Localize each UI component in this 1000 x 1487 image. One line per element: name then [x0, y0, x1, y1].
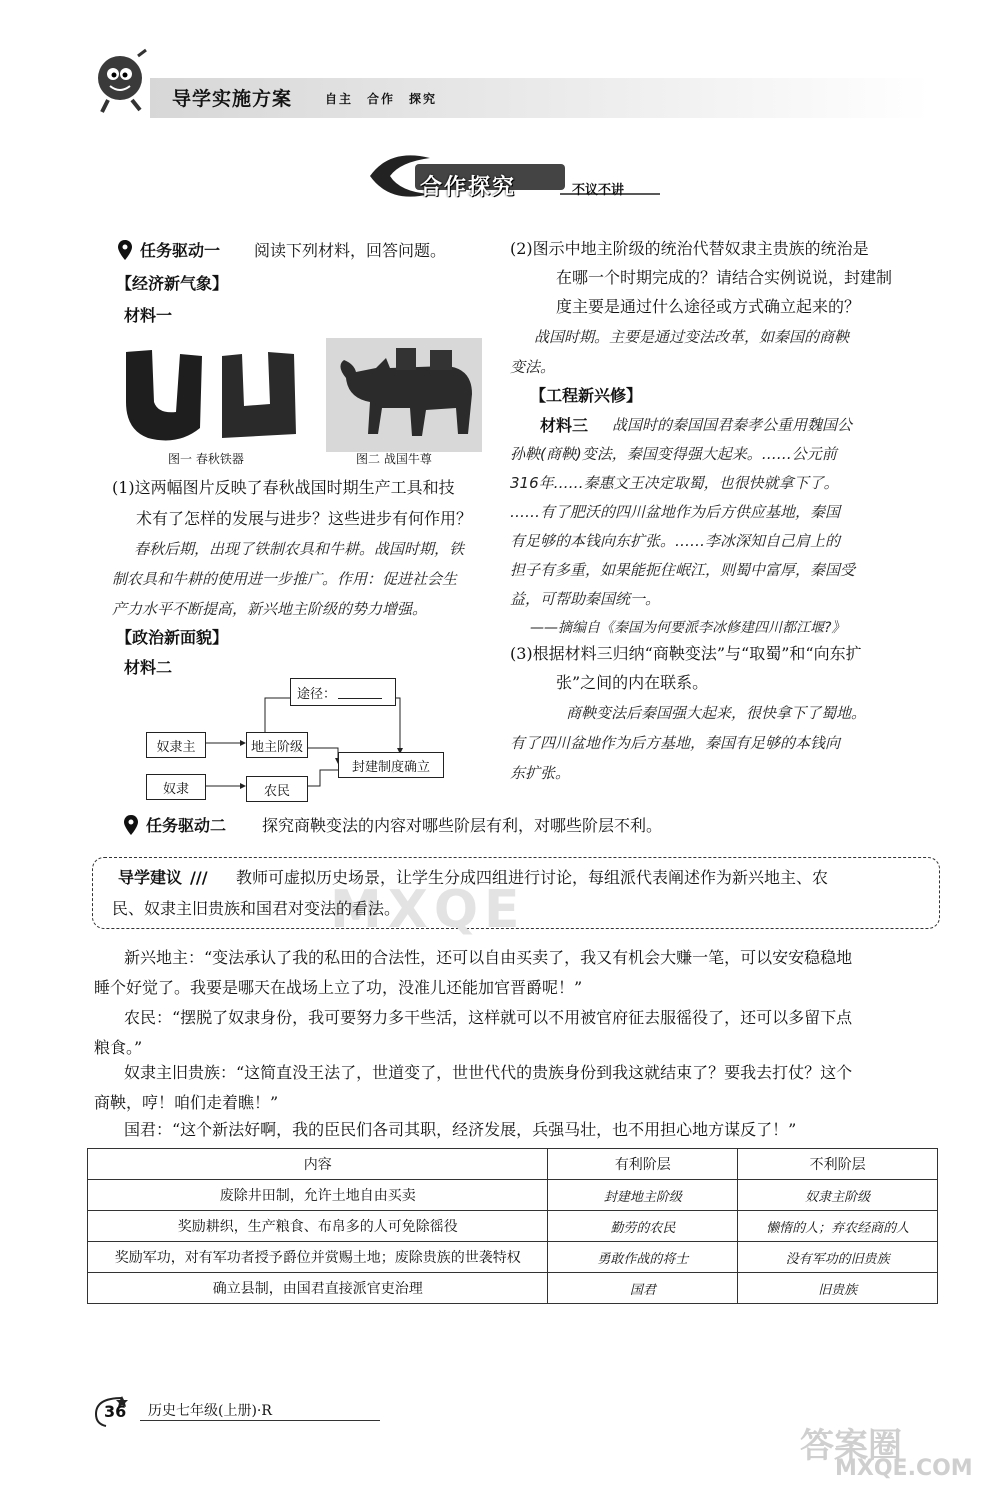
table-row — [88, 1273, 938, 1304]
diagram-landlord: 地主阶级 — [246, 732, 308, 758]
table-row — [88, 1180, 938, 1211]
material3-label: 材料三 — [540, 416, 589, 435]
dialogue-farmer-2: 粮食。” — [94, 1038, 143, 1057]
advice-line1: 教师可虚拟历史场景，让学生分成四组进行讨论，每组派代表阐述作为新兴地主、农 — [236, 868, 829, 887]
task1-label: 任务驱动一 — [140, 241, 221, 260]
m3-line6: 担子有多重，如果能扼住岷江，则蜀中富厚，秦国受 — [510, 561, 856, 579]
q3-line2: 张”之间的内在联系。 — [556, 673, 709, 692]
table-cell-beneficiary: 封建地主阶级 — [548, 1180, 738, 1211]
table-row — [88, 1242, 938, 1273]
a3-line3: 东扩张。 — [510, 764, 571, 782]
watermark-text: MXQE — [330, 880, 526, 940]
table-cell-content: 废除井田制，允许土地自由买卖 — [88, 1180, 548, 1211]
task1-text: 阅读下列材料，回答问题。 — [254, 241, 447, 260]
task2-label: 任务驱动二 — [146, 816, 227, 835]
diagram-path-label: 途径： — [297, 686, 337, 702]
a3-line1: 商鞅变法后秦国强大起来，很快拿下了蜀地。 — [566, 704, 867, 722]
q3-line1: (3)根据材料三归纳“商鞅变法”与“取蜀”和“向东扩 — [510, 644, 862, 663]
reform-impact-table — [87, 1148, 938, 1304]
footer-divider — [140, 1420, 380, 1421]
table-header-cell: 不利阶层 — [738, 1149, 938, 1180]
m3-line5: 有足够的本钱向东扩张。……李冰深知自己肩上的 — [510, 532, 841, 550]
material2-label: 材料二 — [124, 658, 173, 677]
m3-line1: 战国时的秦国国君秦孝公重用魏国公 — [612, 416, 853, 434]
q2-line1: (2)图示中地主阶级的统治代替奴隶主贵族的统治是 — [510, 239, 869, 258]
task2-text: 探究商鞅变法的内容对哪些阶层有利，对哪些阶层不利。 — [262, 816, 663, 835]
eng-heading: 【工程新兴修】 — [530, 386, 643, 405]
table-header-row — [88, 1149, 938, 1180]
table-cell-beneficiary: 勇敢作战的将士 — [548, 1242, 738, 1273]
advice-line2: 民、奴隶主旧贵族和国君对变法的看法。 — [112, 899, 401, 918]
table-row — [88, 1211, 938, 1242]
ox-statue-image — [326, 338, 482, 452]
table-cell-beneficiary: 勤劳的农民 — [548, 1211, 738, 1242]
corner-watermark-url: MXQE.COM — [835, 1456, 973, 1481]
table-cell-disadvantaged: 旧贵族 — [738, 1273, 938, 1304]
a2-line2: 变法。 — [510, 358, 556, 376]
diagram-slave: 奴隶 — [146, 774, 206, 800]
dialogue-noble-1: 奴隶主旧贵族：“这简直没王法了，世道变了，世世代代的贵族身份到我这就结束了？要我去打仗？这个 — [124, 1063, 853, 1082]
table-cell-disadvantaged: 懒惰的人；弃农经商的人 — [738, 1211, 938, 1242]
caption-iron-tools: 图一 春秋铁器 — [168, 452, 244, 466]
material1-label: 材料一 — [124, 306, 173, 325]
q2-line3: 度主要是通过什么途径或方式确立起来的？ — [556, 297, 861, 316]
iron-tools-image — [118, 342, 308, 450]
corner-watermark: 答案圈 — [800, 1426, 902, 1466]
table-cell-disadvantaged: 没有军功的旧贵族 — [738, 1242, 938, 1273]
diagram-feudal-system: 封建制度确立 — [338, 752, 444, 778]
advice-slash-marks: /// — [190, 868, 208, 887]
q1-line2: 术有了怎样的发展与进步？这些进步有何作用？ — [136, 509, 473, 528]
mascot-icon — [88, 48, 158, 118]
header-title: 导学实施方案 — [172, 88, 293, 110]
diagram-path-blank — [338, 686, 382, 699]
m3-source: ——摘编自《秦国为何要派李冰修建四川都江堰?》 — [530, 620, 846, 636]
table-cell-content: 确立县制，由国君直接派官吏治理 — [88, 1273, 548, 1304]
table-cell-beneficiary: 国君 — [548, 1273, 738, 1304]
a1-line1: 春秋后期，出现了铁制农具和牛耕。战国时期，铁 — [134, 540, 465, 558]
q1-line1: (1)这两幅图片反映了春秋战国时期生产工具和技 — [112, 478, 455, 497]
section-banner-subtitle: 不议不讲 — [572, 183, 625, 198]
dialogue-noble-2: 商鞅，哼！咱们走着瞧！” — [94, 1093, 279, 1112]
pol-heading: 【政治新面貌】 — [116, 628, 229, 647]
m3-line2: 孙鞅(商鞅)变法，秦国变得强大起来。……公元前 — [510, 445, 837, 463]
m3-line7: 益，可帮助秦国统一。 — [510, 590, 661, 608]
a3-line2: 有了四川盆地作为后方基地，秦国有足够的本钱向 — [510, 734, 841, 752]
dialogue-farmer-1: 农民：“摆脱了奴隶身份，我可要努力多干些活，这样就可以不用被官府征去服徭役了，还可以多留下点 — [124, 1008, 853, 1027]
m3-line3: 316年……秦惠文王决定取蜀，也很快就拿下了。 — [510, 474, 839, 492]
section-banner-title: 合作探究 — [420, 175, 517, 200]
page-number: 36 — [104, 1402, 127, 1421]
econ-heading: 【经济新气象】 — [116, 274, 229, 293]
dialogue-monarch: 国君：“这个新法好啊，我的臣民们各司其职，经济发展，兵强马壮，也不用担心地方谋反了！” — [124, 1120, 797, 1139]
footer-book-title: 历史七年级(上册)·R — [148, 1403, 272, 1419]
location-pin-icon — [124, 815, 138, 837]
diagram-farmer: 农民 — [246, 776, 308, 802]
table-cell-disadvantaged: 奴隶主阶级 — [738, 1180, 938, 1211]
dialogue-landlord-1: 新兴地主：“变法承认了我的私田的合法性，还可以自由买卖了，我又有机会大赚一笔，可以安安稳稳地 — [124, 948, 853, 967]
a1-line3: 产力水平不断提高，新兴地主阶级的势力增强。 — [112, 600, 428, 618]
a2-line1: 战国时期。主要是通过变法改革，如秦国的商鞅 — [534, 328, 850, 346]
table-cell-content: 奖励军功，对有军功者授予爵位并赏赐土地；废除贵族的世袭特权 — [88, 1242, 548, 1273]
table-header-cell: 内容 — [88, 1149, 548, 1180]
dialogue-landlord-2: 睡个好觉了。我要是哪天在战场上立了功，没准儿还能加官晋爵呢！” — [94, 978, 583, 997]
location-pin-icon — [118, 240, 132, 262]
class-transition-diagram — [140, 670, 450, 810]
q2-line2: 在哪一个时期完成的？请结合实例说说，封建制 — [556, 268, 893, 287]
diagram-path-box — [290, 678, 396, 706]
advice-label: 导学建议 — [118, 868, 183, 887]
table-header-cell: 有利阶层 — [548, 1149, 738, 1180]
table-cell-content: 奖励耕织，生产粮食、布帛多的人可免除徭役 — [88, 1211, 548, 1242]
caption-ox-statue: 图二 战国牛尊 — [356, 452, 432, 466]
header-subtitle: 自主 合作 探究 — [325, 92, 438, 106]
m3-line4: ……有了肥沃的四川盆地作为后方供应基地，秦国 — [510, 503, 841, 521]
diagram-slave-owner: 奴隶主 — [146, 732, 206, 758]
a1-line2: 制农具和牛耕的使用进一步推广。作用：促进社会生 — [112, 570, 458, 588]
